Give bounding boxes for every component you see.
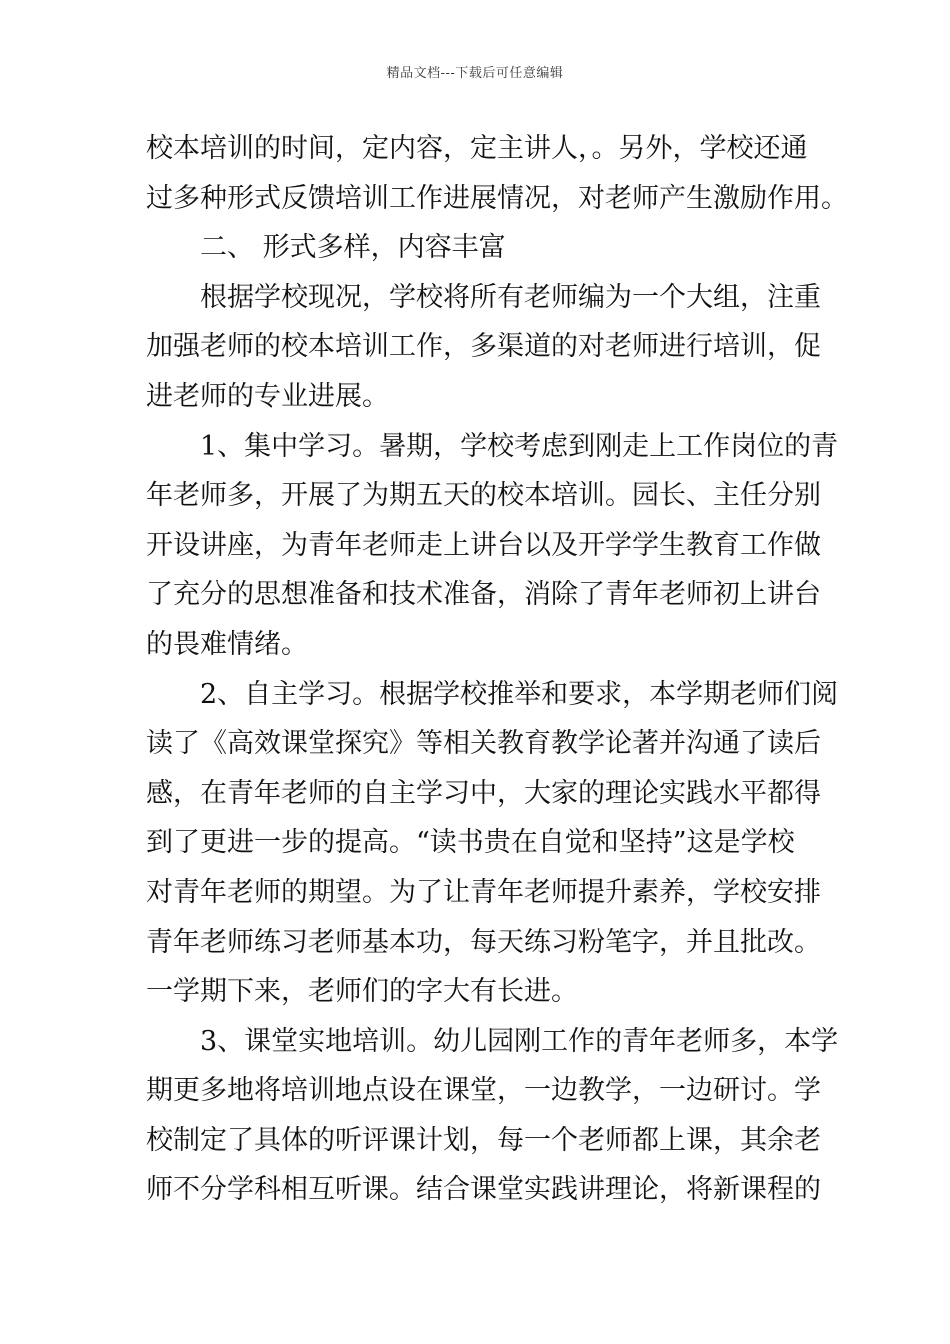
text-line: 1、集中学习。暑期，学校考虑到刚走上工作岗位的青 <box>200 430 839 462</box>
text-line: 期更多地将培训地点设在课堂，一边教学，一边研讨。学 <box>146 1075 821 1107</box>
text-line: 年老师多，开展了为期五天的校本培训。园长、主任分别 <box>146 480 821 512</box>
text-line: 加强老师的校本培训工作，多渠道的对老师进行培训，促 <box>146 331 821 363</box>
text-line: 3、课堂实地培训。幼儿园刚工作的青年老师多，本学 <box>200 1025 839 1057</box>
text-line: 对青年老师的期望。为了让青年老师提升素养，学校安排 <box>146 876 821 908</box>
text-line: 了充分的思想准备和技术准备，消除了青年老师初上讲台 <box>146 579 821 611</box>
text-line: 2、自主学习。根据学校推举和要求，本学期老师们阅 <box>200 678 839 710</box>
text-line: 一学期下来，老师们的字大有长进。 <box>146 976 578 1008</box>
text-line: 师不分学科相互听课。结合课堂实践讲理论，将新课程的 <box>146 1174 821 1206</box>
document-body <box>146 124 848 1215</box>
text-line: 到了更进一步的提高。“读书贵在自觉和坚持”这是学校 <box>146 827 795 859</box>
text-line: 过多种形式反馈培训工作进展情况，对老师产生激励作用。 <box>146 182 848 214</box>
text-line: 的畏难情绪。 <box>146 628 308 660</box>
text-line: 根据学校现况，学校将所有老师编为一个大组，注重 <box>200 281 821 313</box>
text-line: 二、 形式多样，内容丰富 <box>200 232 506 264</box>
text-line: 青年老师练习老师基本功，每天练习粉笔字，并且批改。 <box>146 926 821 958</box>
page-header: 精品文档---下载后可任意编辑 <box>386 66 564 81</box>
text-line: 读了《高效课堂探究》等相关教育教学论著并沟通了读后 <box>146 728 821 760</box>
text-line: 校本培训的时间，定内容，定主讲人，。另外，学校还通 <box>146 133 808 164</box>
text-line: 校制定了具体的听评课计划，每一个老师都上课，其余老 <box>146 1124 821 1156</box>
text-line: 开设讲座，为青年老师走上讲台以及开学学生教育工作做 <box>146 529 821 561</box>
text-line: 进老师的专业进展。 <box>146 380 389 412</box>
text-line: 感，在青年老师的自主学习中，大家的理论实践水平都得 <box>146 777 821 809</box>
